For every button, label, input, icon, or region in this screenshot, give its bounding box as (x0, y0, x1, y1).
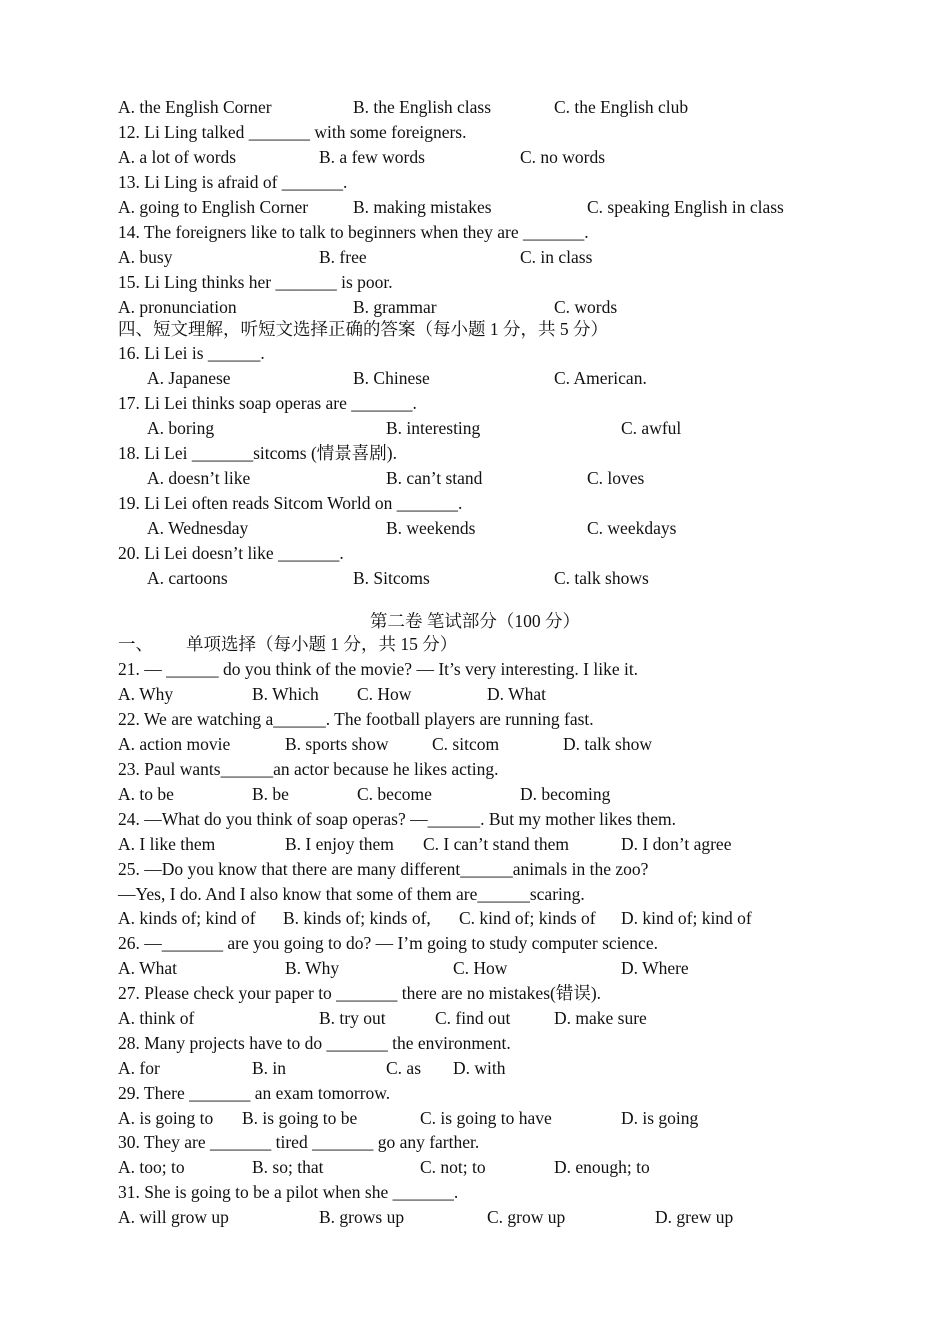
q27-options (118, 1006, 838, 1031)
q17-options (118, 416, 838, 441)
q25-stem-1: 25. —Do you know that there are many different______animals in the zoo? (118, 859, 649, 879)
section1-number: 一、 (118, 634, 153, 654)
q22-option-d: D. talk show (563, 734, 652, 754)
q14-options (118, 245, 838, 270)
q11-option-b: B. the English class (353, 97, 492, 117)
q11-option-a: A. the English Corner (118, 97, 272, 117)
q23-option-c: C. become (357, 784, 432, 804)
q23-stem: 23. Paul wants______an actor because he likes acting. (118, 759, 499, 779)
q22-option-b: B. sports show (285, 734, 389, 754)
q15-option-c: C. words (554, 297, 618, 317)
q27-option-a: A. think of (118, 1008, 195, 1028)
q27-option-d: D. make sure (554, 1008, 647, 1028)
q18-option-c: C. loves (587, 468, 645, 488)
q31-option-b: B. grows up (319, 1207, 405, 1227)
q26-stem: 26. —_______ are you going to do? — I’m going to study computer science. (118, 933, 658, 953)
q22-options (118, 732, 838, 757)
q11-option-c: C. the English club (554, 97, 689, 117)
q31-stem: 31. She is going to be a pilot when she _______. (118, 1182, 459, 1202)
q31-option-c: C. grow up (487, 1207, 566, 1227)
q28-option-c: C. as (386, 1058, 421, 1078)
q20-options (118, 566, 838, 591)
part2-title: 第二卷 笔试部分（100 分） (370, 611, 580, 631)
section4-heading: 四、短文理解，听短文选择正确的答案（每小题 1 分，共 5 分） (118, 319, 608, 339)
q12-stem: 12. Li Ling talked _______ with some foreigners. (118, 122, 467, 142)
q18-option-a: A. doesn’t like (147, 468, 251, 488)
q25-option-a: A. kinds of; kind of (118, 908, 256, 928)
q26-option-b: B. Why (285, 958, 340, 978)
q26-option-c: C. How (453, 958, 508, 978)
q22-stem: 22. We are watching a______. The football players are running fast. (118, 709, 594, 729)
q20-option-b: B. Sitcoms (353, 568, 430, 588)
q17-stem: 17. Li Lei thinks soap operas are _______. (118, 393, 417, 413)
q20-stem: 20. Li Lei doesn’t like _______. (118, 543, 344, 563)
q18-option-b: B. can’t stand (386, 468, 483, 488)
q23-option-b: B. be (252, 784, 289, 804)
q28-options (118, 1056, 838, 1081)
q14-option-a: A. busy (118, 247, 173, 267)
q30-option-c: C. not; to (420, 1157, 486, 1177)
q18-stem: 18. Li Lei _______sitcoms (情景喜剧). (118, 443, 397, 463)
section1-title: 单项选择（每小题 1 分，共 15 分） (186, 634, 458, 654)
q24-option-d: D. I don’t agree (621, 834, 732, 854)
q28-stem: 28. Many projects have to do _______ the environment. (118, 1033, 511, 1053)
q25-option-c: C. kind of; kinds of (459, 908, 596, 928)
q30-option-a: A. too; to (118, 1157, 185, 1177)
q13-stem: 13. Li Ling is afraid of _______. (118, 172, 348, 192)
q29-stem: 29. There _______ an exam tomorrow. (118, 1083, 391, 1103)
q16-stem: 16. Li Lei is ______. (118, 343, 265, 363)
q17-option-b: B. interesting (386, 418, 481, 438)
q21-options (118, 682, 838, 707)
q16-option-b: B. Chinese (353, 368, 430, 388)
q28-option-d: D. with (453, 1058, 506, 1078)
q19-stem: 19. Li Lei often reads Sitcom World on _______. (118, 493, 463, 513)
q27-stem: 27. Please check your paper to _______ there are no mistakes(错误). (118, 983, 602, 1003)
q23-option-a: A. to be (118, 784, 174, 804)
q16-options (118, 366, 838, 391)
q13-option-a: A. going to English Corner (118, 197, 309, 217)
q22-option-c: C. sitcom (432, 734, 500, 754)
q30-option-d: D. enough; to (554, 1157, 650, 1177)
q26-option-a: A. What (118, 958, 177, 978)
q29-option-c: C. is going to have (420, 1108, 552, 1128)
q19-option-c: C. weekdays (587, 518, 677, 538)
q25-option-b: B. kinds of; kinds of, (283, 908, 431, 928)
q21-option-c: C. How (357, 684, 412, 704)
q12-option-b: B. a few words (319, 147, 425, 167)
q17-option-a: A. boring (147, 418, 215, 438)
q28-option-b: B. in (252, 1058, 287, 1078)
q25-option-d: D. kind of; kind of (621, 908, 752, 928)
q14-option-b: B. free (319, 247, 367, 267)
q20-option-a: A. cartoons (147, 568, 228, 588)
q21-option-a: A. Why (118, 684, 174, 704)
q17-option-c: C. awful (621, 418, 682, 438)
q29-option-a: A. is going to (118, 1108, 214, 1128)
q27-option-b: B. try out (319, 1008, 386, 1028)
q29-options (118, 1106, 838, 1131)
q11-options (118, 95, 838, 120)
q14-stem: 14. The foreigners like to talk to beginners when they are _______. (118, 222, 589, 242)
q24-option-a: A. I like them (118, 834, 216, 854)
q24-options (118, 832, 838, 857)
q24-stem: 24. —What do you think of soap operas? —______. But my mother likes them. (118, 809, 676, 829)
q16-option-a: A. Japanese (147, 368, 231, 388)
q15-option-a: A. pronunciation (118, 297, 237, 317)
q22-option-a: A. action movie (118, 734, 231, 754)
q27-option-c: C. find out (435, 1008, 511, 1028)
section1-heading (118, 632, 458, 657)
q13-option-b: B. making mistakes (353, 197, 492, 217)
q13-options (118, 195, 838, 220)
q19-option-a: A. Wednesday (147, 518, 249, 538)
q19-option-b: B. weekends (386, 518, 476, 538)
q23-options (118, 782, 838, 807)
q21-stem: 21. — ______ do you think of the movie? — It’s very interesting. I like it. (118, 659, 639, 679)
q15-stem: 15. Li Ling thinks her _______ is poor. (118, 272, 393, 292)
q12-option-c: C. no words (520, 147, 606, 167)
q20-option-c: C. talk shows (554, 568, 649, 588)
q23-option-d: D. becoming (520, 784, 611, 804)
q12-option-a: A. a lot of words (118, 147, 237, 167)
q18-options (118, 466, 838, 491)
q14-option-c: C. in class (520, 247, 593, 267)
q21-option-d: D. What (487, 684, 546, 704)
q19-options (118, 516, 838, 541)
q31-options (118, 1205, 838, 1230)
q24-option-b: B. I enjoy them (285, 834, 394, 854)
q25-options (118, 906, 838, 931)
q26-options (118, 956, 838, 981)
q29-option-d: D. is going (621, 1108, 699, 1128)
q21-option-b: B. Which (252, 684, 319, 704)
q12-options (118, 145, 838, 170)
q13-option-c: C. speaking English in class (587, 197, 784, 217)
q29-option-b: B. is going to be (242, 1108, 358, 1128)
q30-option-b: B. so; that (252, 1157, 324, 1177)
q30-options (118, 1155, 838, 1180)
q24-option-c: C. I can’t stand them (423, 834, 569, 854)
q30-stem: 30. They are _______ tired _______ go any farther. (118, 1132, 480, 1152)
q31-option-d: D. grew up (655, 1207, 734, 1227)
q25-stem-2: —Yes, I do. And I also know that some of them are______scaring. (118, 884, 585, 904)
q28-option-a: A. for (118, 1058, 160, 1078)
q26-option-d: D. Where (621, 958, 689, 978)
q15-option-b: B. grammar (353, 297, 437, 317)
q16-option-c: C. American. (554, 368, 647, 388)
q31-option-a: A. will grow up (118, 1207, 229, 1227)
